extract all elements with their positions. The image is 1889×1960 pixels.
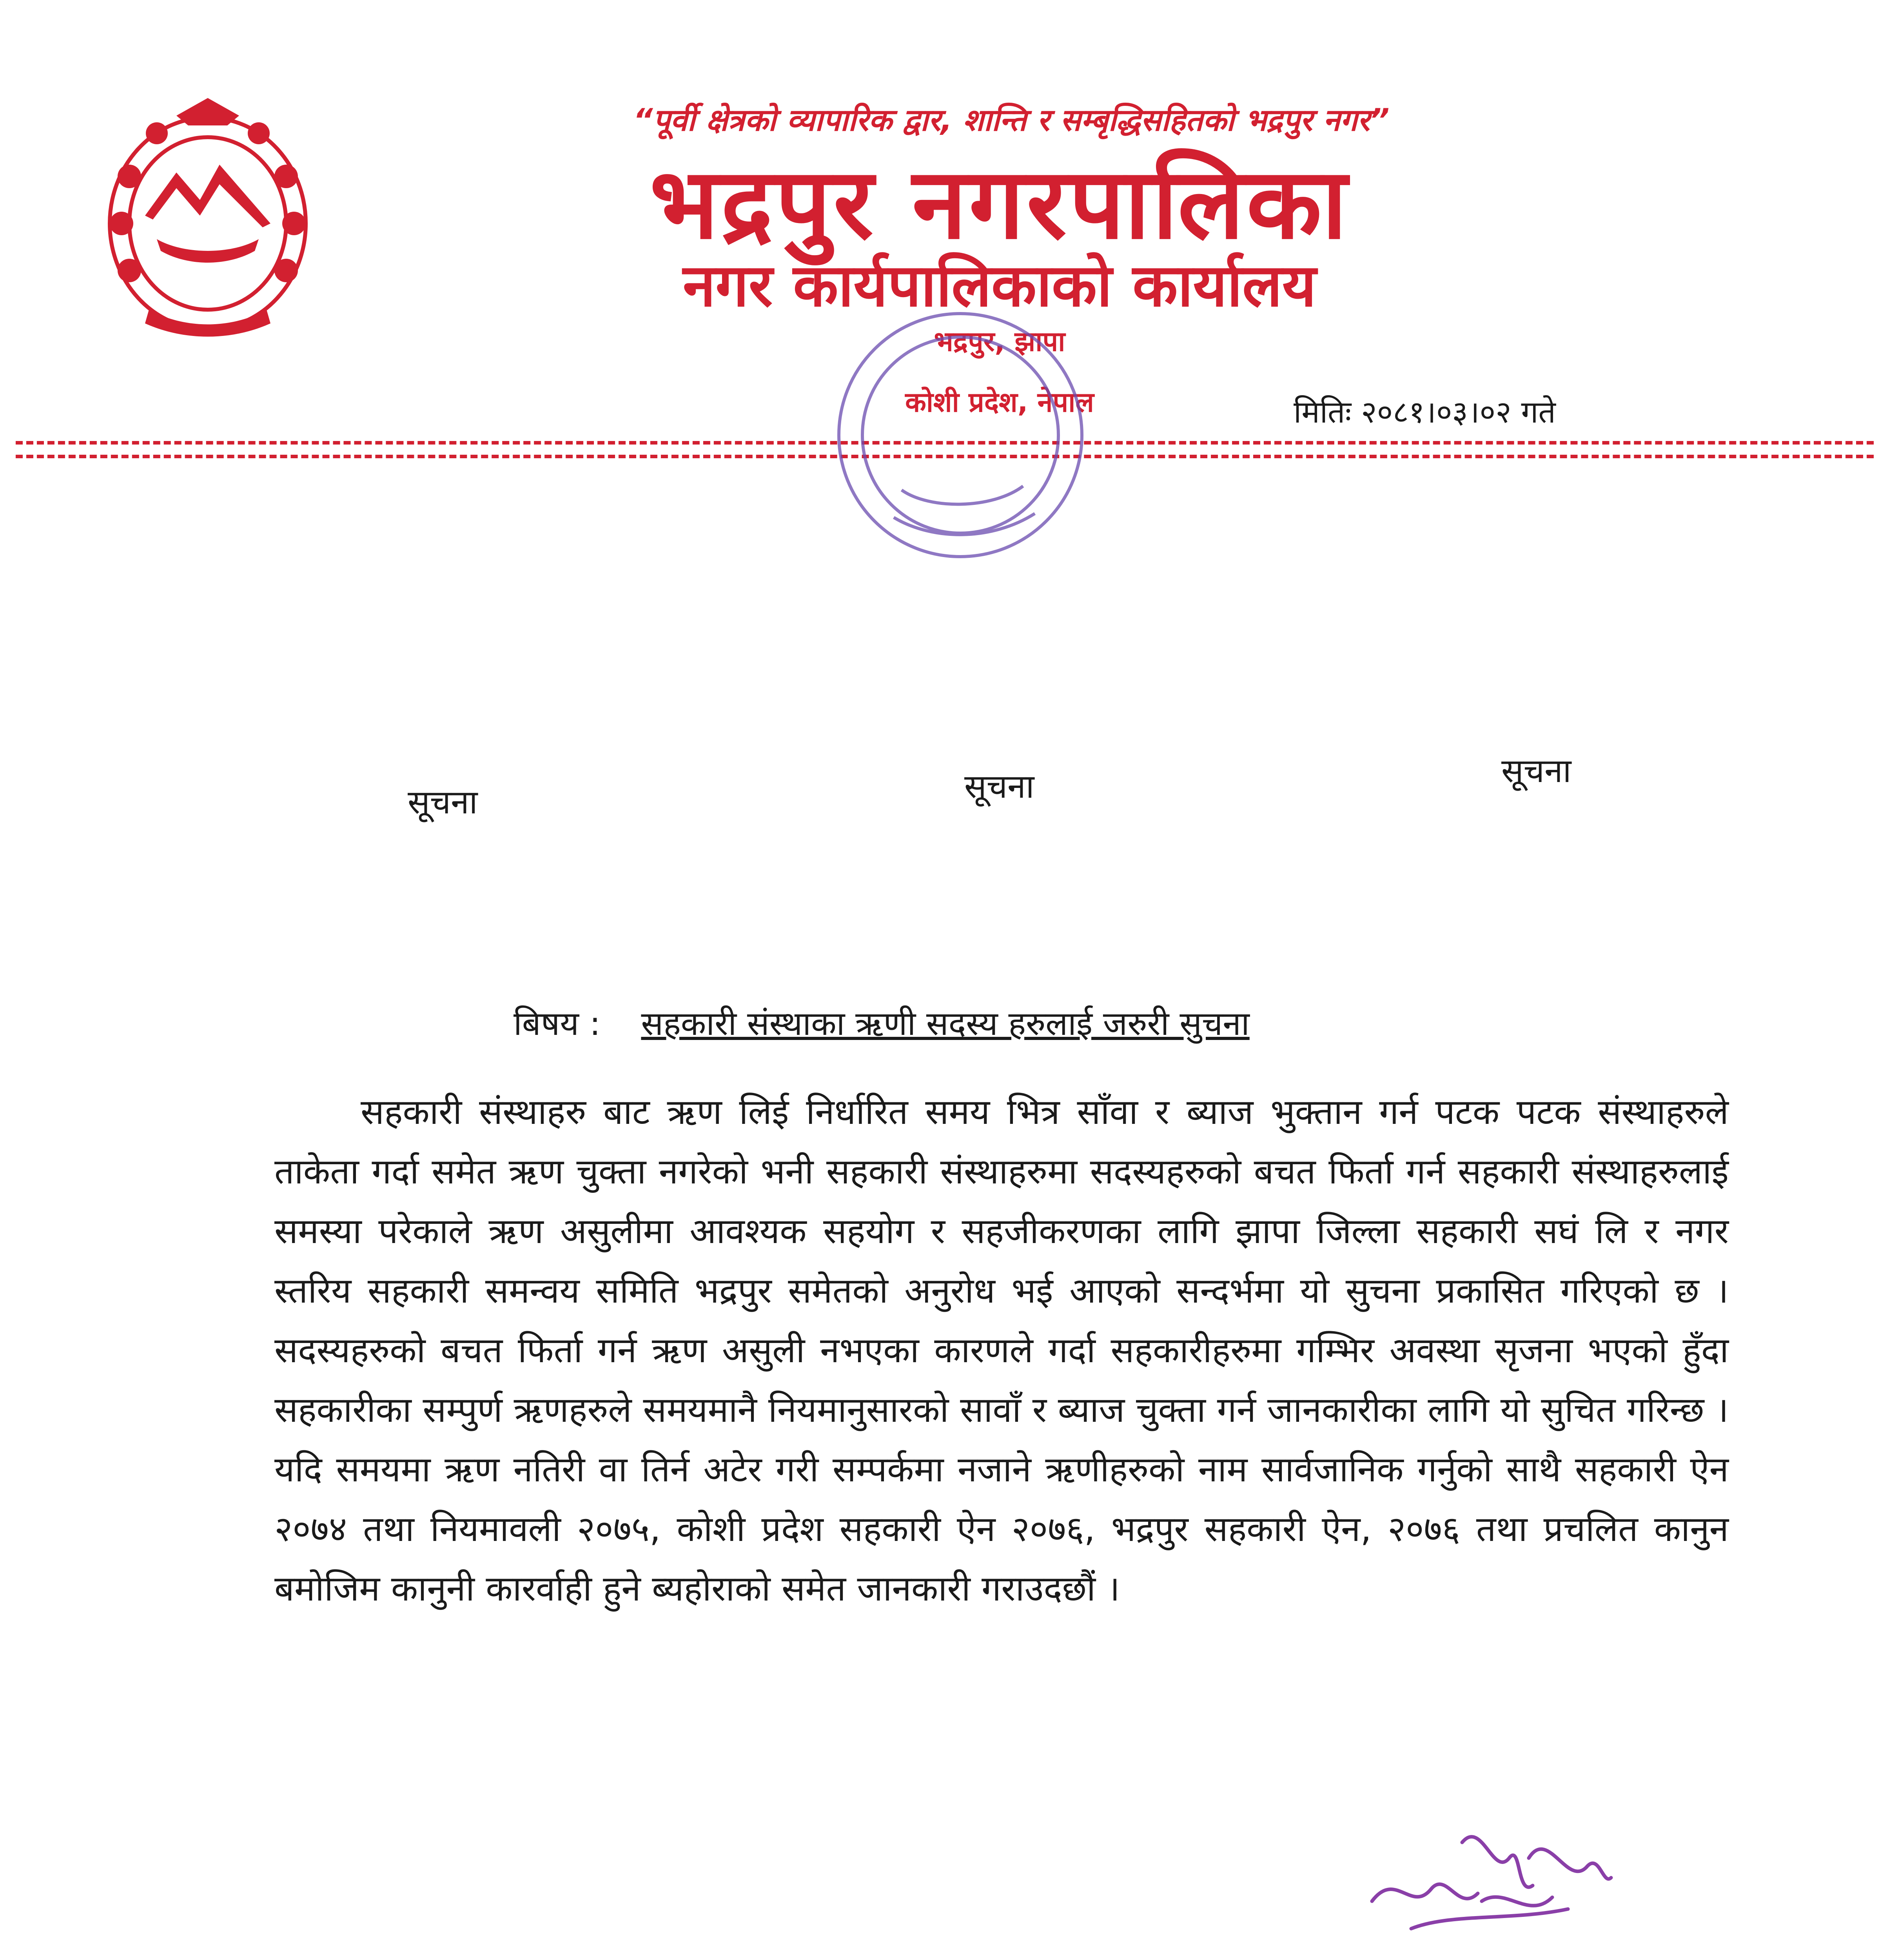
notice-body: सहकारी संस्थाहरु बाट ऋण लिई निर्धारित समय भित्र साँवा र ब्याज भुक्तान गर्न पटक पटक संस्थाहरुले ताकेता गर्दा समेत ऋण चुक्ता नगरेको भनी सहकारी संस्थाहरुमा सदस्यहरुको बचत फिर्ता गर्न सहकारी संस्थाहरुलाई समस्या परेकाले ऋण असुलीमा आवश्यक सहयोग र सहजीकरणका लागि झापा जिल्ला सहकारी सघं लि र नगर स्तरिय सहकारी समन्वय समिति भद्रपुर समेतको अनुरोध भई आएको सन्दर्भमा यो सुचना प्रकासित गरिएको छ । सदस्यहरुको बचत फिर्ता गर्न ऋण असुली नभएका कारणले गर्दा सहकारीहरुमा गम्भिर अवस्था सृजना भएको हुँदा सहकारीका सम्पुर्ण ऋणहरुले समयमानै नियमानुसारको सावाँ र ब्याज चुक्ता गर्न जानकारीका लागि यो सुचित गरिन्छ । यदि समयमा ऋण नतिरी वा तिर्न अटेर गरी सम्पर्कमा नजाने ऋणीहरुको नाम सार्वजानिक गर्नुको साथै सहकारी ऐन २०७४ तथा नियमावली २०७५, कोशी प्रदेश सहकारी ऐन २०७६, भद्रपुर सहकारी ऐन, २०७६ तथा प्रचलित कानुन बमोजिम कानुनी कारर्वाही हुने ब्यहोराको समेत जानकारी गराउदछौं । — [274, 1091, 1729, 1609]
office-stamp-icon — [804, 306, 1117, 580]
address-city: भद्रपुर, झापा — [934, 325, 1065, 358]
municipality-name: भद्रपुर नगरपालिका — [650, 147, 1350, 261]
notice-label-right: सूचना — [1501, 751, 1571, 790]
nepal-emblem-icon — [98, 98, 318, 341]
address-province: कोशी प्रदेश, नेपाल — [905, 386, 1094, 418]
office-name: नगर कार्यपालिकाको कार्यालय — [683, 252, 1316, 320]
notice-label-center: सूचना — [964, 767, 1034, 806]
notice-label-left: सूचना — [408, 783, 478, 821]
subject-line — [514, 1000, 1250, 1045]
signature-icon — [1364, 1811, 1615, 1960]
subject-label: बिषय : — [514, 1004, 601, 1043]
subject-text: सहकारी संस्थाका ऋणी सदस्य हरुलाई जरुरी सुचना — [641, 1004, 1250, 1043]
letter-date: मितिः २०८१।०३।०२ गते — [1294, 395, 1556, 430]
municipality-tagline: “पूर्वी क्षेत्रको व्यापारिक द्वार, शान्ति र सम्बृद्धिसहितको भद्रपुर नगर” — [633, 103, 1390, 138]
